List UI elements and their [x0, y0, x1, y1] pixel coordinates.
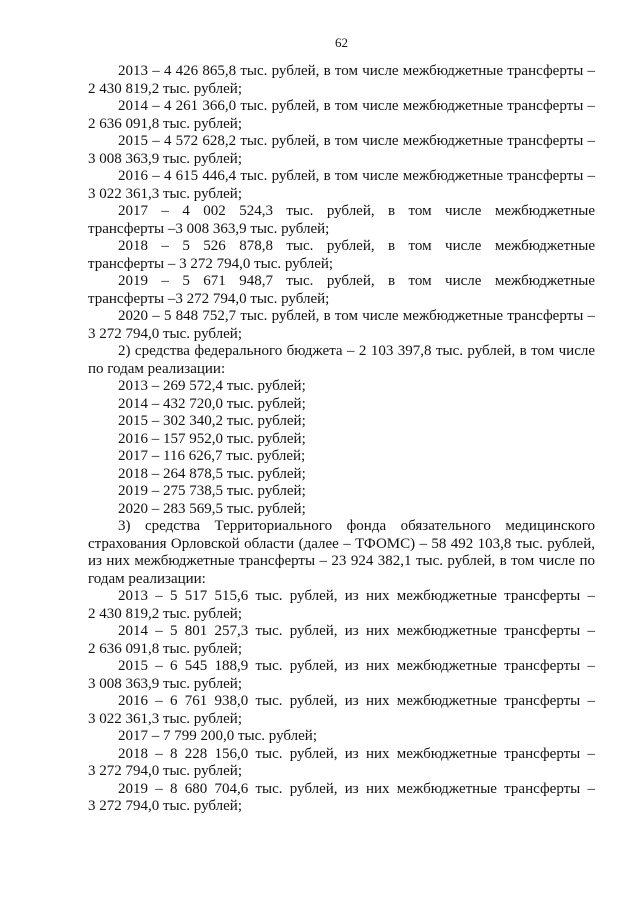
text-line: 2 636 091,8 тыс. рублей;	[88, 640, 242, 657]
text-line: из них межбюджетные трансферты – 23 924 382,1 тыс. рублей, в том числе по	[88, 553, 595, 569]
text-line: 2019 – 8 680 704,6 тыс. рублей, из них межбюджетные трансферты –	[118, 780, 595, 797]
text-line: 2018 – 264 878,5 тыс. рублей;	[118, 465, 306, 482]
text-line: 3 272 794,0 тыс. рублей;	[88, 763, 242, 779]
text-line: 2017 – 7 799 200,0 тыс. рублей;	[118, 728, 317, 744]
text-line: годам реализации:	[88, 570, 206, 587]
text-line: 3 008 363,9 тыс. рублей;	[88, 675, 242, 692]
text-line: 2013 – 269 572,4 тыс. рублей;	[118, 378, 306, 394]
text-line: 2 430 819,2 тыс. рублей;	[88, 605, 242, 622]
text-line: трансферты –3 272 794,0 тыс. рублей;	[88, 290, 330, 307]
text-line: трансферты –3 008 363,9 тыс. рублей;	[88, 220, 330, 237]
text-line: 2015 – 4 572 628,2 тыс. рублей, в том числе межбюджетные трансферты –	[118, 133, 595, 149]
text-line: 2018 – 5 526 878,8 тыс. рублей, в том числе межбюджетные	[118, 238, 595, 254]
text-line: 2014 – 432 720,0 тыс. рублей;	[118, 395, 306, 412]
text-line: 2016 – 4 615 446,4 тыс. рублей, в том числе межбюджетные трансферты –	[118, 168, 595, 184]
text-line: 2015 – 302 340,2 тыс. рублей;	[118, 413, 306, 429]
text-line: 2015 – 6 545 188,9 тыс. рублей, из них межбюджетные трансферты –	[118, 658, 595, 674]
text-line: 3 272 794,0 тыс. рублей;	[88, 798, 242, 814]
text-line: 3 272 794,0 тыс. рублей;	[88, 325, 242, 342]
text-line: 2 636 091,8 тыс. рублей;	[88, 115, 242, 132]
text-line: 2016 – 6 761 938,0 тыс. рублей, из них межбюджетные трансферты –	[118, 693, 595, 709]
text-line: 3) средства Территориального фонда обязательного медицинского	[118, 518, 595, 534]
text-line: 2017 – 4 002 524,3 тыс. рублей, в том числе межбюджетные	[118, 203, 595, 219]
text-line: 2013 – 5 517 515,6 тыс. рублей, из них межбюджетные трансферты –	[118, 588, 595, 604]
text-line: 2016 – 157 952,0 тыс. рублей;	[118, 430, 306, 447]
text-line: 2014 – 4 261 366,0 тыс. рублей, в том числе межбюджетные трансферты –	[118, 98, 595, 114]
text-line: 3 022 361,3 тыс. рублей;	[88, 185, 242, 202]
text-line: 2019 – 275 738,5 тыс. рублей;	[118, 483, 306, 499]
text-line: 3 008 363,9 тыс. рублей;	[88, 150, 242, 167]
text-line: 2019 – 5 671 948,7 тыс. рублей, в том числе межбюджетные	[118, 273, 595, 289]
text-line: 2013 – 4 426 865,8 тыс. рублей, в том числе межбюджетные трансферты –	[118, 63, 595, 79]
text-line: 2 430 819,2 тыс. рублей;	[88, 80, 242, 97]
document-body	[88, 63, 595, 816]
text-line: трансферты – 3 272 794,0 тыс. рублей;	[88, 255, 334, 272]
text-line: 2017 – 116 626,7 тыс. рублей;	[118, 448, 306, 464]
text-line: 2) средства федерального бюджета – 2 103 397,8 тыс. рублей, в том числе	[118, 343, 595, 359]
text-line: 2014 – 5 801 257,3 тыс. рублей, из них межбюджетные трансферты –	[118, 623, 595, 639]
text-line: по годам реализации:	[88, 360, 226, 377]
text-line: 2018 – 8 228 156,0 тыс. рублей, из них межбюджетные трансферты –	[118, 745, 595, 762]
text-line: страхования Орловской области (далее – ТФОМС) – 58 492 103,8 тыс. рублей,	[88, 535, 595, 552]
text-line: 3 022 361,3 тыс. рублей;	[88, 710, 242, 727]
text-line: 2020 – 5 848 752,7 тыс. рублей, в том числе межбюджетные трансферты –	[118, 308, 595, 324]
page-number: 62	[335, 35, 348, 50]
text-line: 2020 – 283 569,5 тыс. рублей;	[118, 500, 306, 517]
